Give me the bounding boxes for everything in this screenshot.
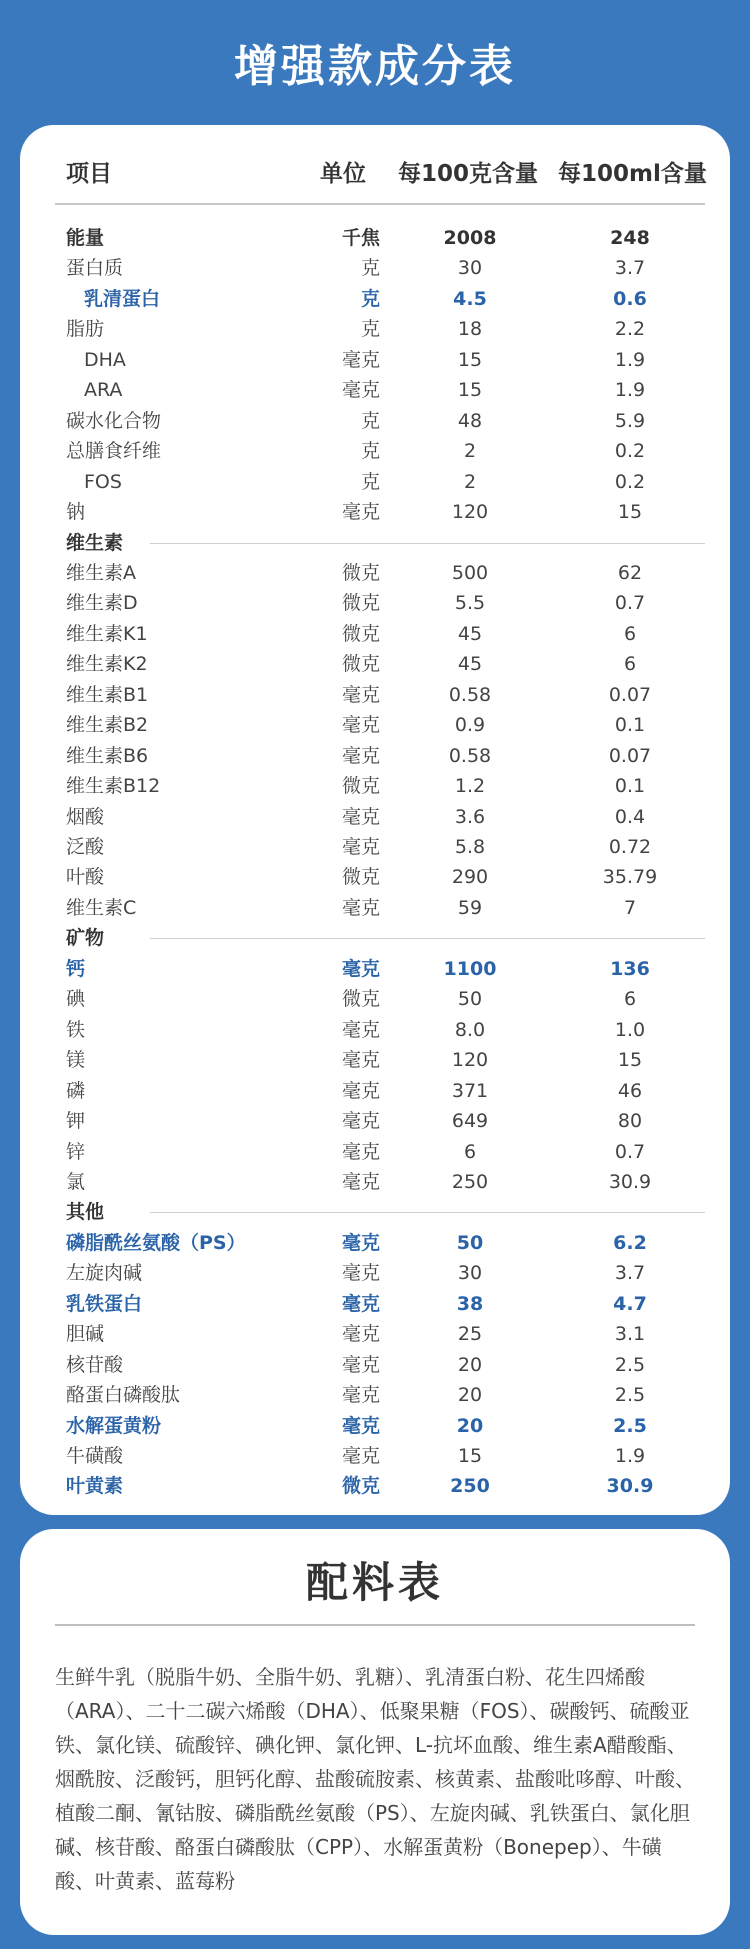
page-title: 增强款成分表 — [234, 41, 516, 92]
row-per100g: 15 — [457, 379, 483, 402]
row-name: 水解蛋黄粉 — [66, 1414, 162, 1437]
table-row — [0, 619, 750, 649]
table-row — [0, 893, 750, 923]
table-row — [0, 588, 750, 618]
table-row — [0, 1137, 750, 1167]
row-unit: 克 — [360, 287, 380, 310]
table-row — [0, 223, 750, 253]
row-per100g: 20 — [457, 1384, 483, 1407]
row-unit: 毫克 — [341, 744, 380, 767]
row-per100ml: 0.07 — [608, 744, 652, 767]
row-per100ml: 136 — [610, 957, 650, 980]
row-unit: 微克 — [341, 775, 380, 798]
row-name: FOS — [84, 470, 122, 493]
row-unit: 毫克 — [341, 1414, 380, 1437]
row-per100ml: 6.2 — [613, 1231, 647, 1254]
table-row — [0, 1289, 750, 1319]
row-per100g: 1100 — [443, 957, 497, 980]
row-per100g: 5.8 — [454, 836, 486, 858]
table-row — [0, 710, 750, 740]
ingredients-title: 配料表 — [305, 1558, 444, 1607]
row-name: 维生素C — [66, 896, 137, 919]
row-per100ml: 1.0 — [614, 1018, 646, 1041]
table-row — [0, 1015, 750, 1045]
row-name: 矿物 — [66, 927, 105, 950]
table-row — [0, 345, 750, 375]
row-unit: 毫克 — [341, 1384, 380, 1407]
row-unit: 毫克 — [341, 1170, 380, 1193]
row-per100ml: 6 — [623, 653, 637, 676]
row-name: 碘 — [66, 988, 86, 1011]
row-per100ml: 1.9 — [614, 348, 646, 371]
header-divider — [55, 203, 705, 205]
row-unit: 克 — [360, 318, 380, 341]
row-per100g: 2008 — [443, 227, 497, 249]
row-per100g: 649 — [451, 1110, 489, 1133]
ingredients-text: 生鲜牛乳（脱脂牛奶、全脂牛奶、乳糖）、乳清蛋白粉、花生四烯酸（ARA）、二十二碳六烯酸（DHA）、低聚果糖（FOS）、碳酸钙、硫酸亚铁、氯化镁、硫酸锌、碘化钾、氯化钾、L-抗坏血酸、维生素A醋酸酯、烟酰胺、泛酸钙，胆钙化醇、盐酸硫胺素、核黄素、盐酸吡哆醇、叶酸、植酸二酮、氰钴胺、磷脂酰丝氨酸（PS）、左旋肉碱、乳铁蛋白、氯化胆碱、核苷酸、酪蛋白磷酸肽（CPP）、水解蛋黄粉（Bonepep）、牛磺酸、叶黄素、蓝莓粉 — [55, 1665, 695, 1893]
table-row — [0, 1045, 750, 1075]
row-per100g: 45 — [457, 622, 483, 645]
table-row — [0, 802, 750, 832]
row-name: ARA — [84, 379, 123, 402]
section-header — [0, 923, 750, 953]
row-name: 脂肪 — [66, 318, 105, 341]
row-per100g: 59 — [457, 896, 483, 919]
table-row — [0, 558, 750, 588]
row-name: 蛋白质 — [66, 257, 124, 280]
row-unit: 毫克 — [341, 1049, 380, 1072]
header-per100ml: 每100ml含量 — [558, 161, 707, 187]
table-row — [0, 1167, 750, 1197]
row-unit: 毫克 — [341, 683, 380, 706]
table-row — [0, 1471, 750, 1501]
row-name: DHA — [84, 348, 126, 371]
table-row — [0, 771, 750, 801]
row-name: 锌 — [66, 1140, 86, 1163]
section-divider — [150, 938, 705, 939]
row-unit: 克 — [360, 409, 380, 432]
row-per100ml: 3.7 — [614, 257, 646, 280]
row-unit: 毫克 — [341, 1140, 380, 1163]
row-unit: 毫克 — [341, 957, 380, 980]
row-name: 氯 — [66, 1170, 86, 1193]
row-name: 磷 — [66, 1079, 86, 1102]
table-row — [0, 680, 750, 710]
row-per100g: 2 — [463, 440, 477, 463]
row-per100ml: 2.5 — [613, 1414, 647, 1437]
row-per100g: 15 — [457, 348, 483, 371]
row-per100ml: 46 — [617, 1079, 643, 1102]
row-per100g: 25 — [457, 1323, 483, 1346]
row-unit: 毫克 — [341, 379, 380, 402]
row-per100g: 250 — [450, 1475, 490, 1498]
row-per100ml: 0.2 — [614, 470, 646, 493]
row-name: 铁 — [66, 1018, 86, 1041]
row-per100g: 20 — [457, 1353, 483, 1376]
row-name: 维生素 — [66, 531, 124, 554]
row-per100ml: 248 — [610, 227, 650, 249]
row-per100ml: 0.72 — [608, 836, 652, 858]
table-row — [0, 649, 750, 679]
row-per100g: 30 — [457, 257, 483, 280]
row-name: 碳水化合物 — [66, 409, 162, 432]
row-per100ml: 2.2 — [614, 318, 646, 341]
row-name: 钙 — [66, 957, 86, 980]
row-per100g: 2 — [463, 470, 477, 493]
row-unit: 毫克 — [341, 1018, 380, 1041]
table-row — [0, 1228, 750, 1258]
row-per100ml: 6 — [623, 622, 637, 645]
table-row — [0, 497, 750, 527]
row-unit: 微克 — [341, 561, 380, 584]
row-unit: 微克 — [341, 653, 380, 676]
table-row — [0, 1380, 750, 1410]
row-per100g: 48 — [457, 409, 483, 432]
section-header — [0, 1197, 750, 1227]
row-unit: 微克 — [341, 988, 380, 1011]
row-unit: 微克 — [341, 1475, 380, 1498]
row-unit: 克 — [360, 257, 380, 280]
row-per100g: 15 — [457, 1445, 483, 1467]
row-per100ml: 5.9 — [614, 409, 646, 432]
row-name: 乳铁蛋白 — [66, 1292, 143, 1315]
table-row — [0, 314, 750, 344]
row-per100g: 50 — [456, 1231, 484, 1254]
row-unit: 毫克 — [341, 501, 380, 524]
row-name: 维生素B1 — [66, 683, 149, 706]
row-per100g: 0.9 — [454, 714, 486, 737]
row-name: 维生素K1 — [66, 622, 148, 645]
row-name: 维生素D — [66, 592, 138, 615]
row-per100g: 250 — [451, 1170, 489, 1193]
row-per100ml: 0.7 — [614, 1140, 646, 1163]
table-row — [0, 253, 750, 283]
table-row — [0, 954, 750, 984]
table-row — [0, 1441, 750, 1471]
table-row — [0, 1350, 750, 1380]
row-per100ml: 2.5 — [614, 1353, 646, 1376]
table-row — [0, 467, 750, 497]
row-name: 胆碱 — [66, 1323, 105, 1346]
row-per100g: 20 — [456, 1414, 484, 1437]
row-per100ml: 15 — [617, 501, 643, 524]
table-row — [0, 284, 750, 314]
row-per100ml: 80 — [617, 1110, 643, 1133]
row-per100ml: 1.9 — [614, 1445, 646, 1467]
row-per100g: 50 — [457, 988, 483, 1011]
header-unit: 单位 — [320, 161, 366, 187]
header-per100g: 每100克含量 — [398, 161, 539, 187]
row-per100g: 120 — [451, 1049, 489, 1072]
row-per100g: 3.6 — [454, 805, 486, 828]
row-per100ml: 0.1 — [614, 775, 646, 798]
table-row — [0, 375, 750, 405]
row-unit: 千焦 — [341, 227, 380, 249]
table-row — [0, 1411, 750, 1441]
row-per100ml: 15 — [617, 1049, 643, 1072]
row-name: 维生素A — [66, 561, 136, 584]
row-per100g: 120 — [451, 501, 489, 524]
row-per100ml: 0.6 — [613, 287, 647, 310]
row-unit: 微克 — [341, 592, 380, 615]
row-per100ml: 62 — [617, 561, 643, 584]
row-per100ml: 0.07 — [608, 683, 652, 706]
row-per100ml: 1.9 — [614, 379, 646, 402]
section-divider — [150, 1212, 705, 1213]
row-unit: 毫克 — [341, 1353, 380, 1376]
table-row — [0, 436, 750, 466]
row-name: 叶黄素 — [66, 1475, 124, 1498]
row-per100g: 18 — [457, 318, 483, 341]
row-per100g: 6 — [463, 1140, 477, 1163]
row-name: 维生素B2 — [66, 714, 149, 737]
section-divider — [150, 543, 705, 544]
row-name: 乳清蛋白 — [84, 287, 161, 310]
row-per100g: 38 — [456, 1292, 484, 1315]
row-name: 维生素K2 — [66, 653, 148, 676]
table-row — [0, 1106, 750, 1136]
row-name: 烟酸 — [66, 805, 105, 828]
row-name: 叶酸 — [66, 866, 105, 889]
row-name: 牛磺酸 — [66, 1445, 124, 1467]
row-unit: 毫克 — [341, 714, 380, 737]
row-per100ml: 4.7 — [613, 1292, 647, 1315]
row-unit: 克 — [360, 440, 380, 463]
row-per100ml: 0.1 — [614, 714, 646, 737]
row-name: 泛酸 — [66, 836, 105, 858]
row-per100ml: 3.7 — [614, 1262, 646, 1285]
row-unit: 毫克 — [341, 1262, 380, 1285]
row-name: 能量 — [66, 227, 105, 249]
row-unit: 毫克 — [341, 805, 380, 828]
row-per100g: 371 — [451, 1079, 489, 1102]
row-name: 其他 — [66, 1201, 105, 1224]
row-name: 总膳食纤维 — [66, 440, 162, 463]
row-unit: 毫克 — [341, 1231, 380, 1254]
row-per100ml: 0.2 — [614, 440, 646, 463]
row-per100ml: 30.9 — [608, 1170, 652, 1193]
row-per100g: 30 — [457, 1262, 483, 1285]
table-row — [0, 406, 750, 436]
row-unit: 微克 — [341, 622, 380, 645]
row-unit: 毫克 — [341, 1079, 380, 1102]
row-per100ml: 6 — [623, 988, 637, 1011]
row-per100g: 8.0 — [454, 1018, 486, 1041]
header-item: 项目 — [66, 161, 112, 187]
row-unit: 微克 — [341, 866, 380, 889]
row-unit: 克 — [360, 470, 380, 493]
row-per100ml: 3.1 — [614, 1323, 646, 1346]
row-unit: 毫克 — [341, 1110, 380, 1133]
row-name: 维生素B6 — [66, 744, 149, 767]
row-unit: 毫克 — [341, 1323, 380, 1346]
section-header — [0, 528, 750, 558]
table-row — [0, 832, 750, 862]
table-row — [0, 741, 750, 771]
row-name: 镁 — [66, 1049, 86, 1072]
table-row — [0, 1076, 750, 1106]
row-per100ml: 2.5 — [614, 1384, 646, 1407]
ingredients-divider — [55, 1624, 695, 1626]
table-row — [0, 862, 750, 892]
row-per100g: 1.2 — [454, 775, 486, 798]
row-name: 钠 — [66, 501, 86, 524]
row-per100g: 0.58 — [448, 744, 492, 767]
row-per100ml: 0.4 — [614, 805, 646, 828]
row-unit: 毫克 — [341, 896, 380, 919]
row-per100ml: 35.79 — [602, 866, 658, 889]
row-unit: 毫克 — [341, 1292, 380, 1315]
row-name: 核苷酸 — [66, 1353, 124, 1376]
row-name: 磷脂酰丝氨酸（PS） — [66, 1231, 246, 1254]
row-name: 酪蛋白磷酸肽 — [66, 1384, 181, 1407]
row-per100g: 4.5 — [453, 287, 487, 310]
row-per100ml: 0.7 — [614, 592, 646, 615]
row-per100g: 0.58 — [448, 683, 492, 706]
row-per100ml: 30.9 — [606, 1475, 654, 1498]
row-unit: 毫克 — [341, 836, 380, 858]
row-unit: 毫克 — [341, 1445, 380, 1467]
table-row — [0, 984, 750, 1014]
table-row — [0, 1319, 750, 1349]
row-per100g: 500 — [451, 561, 489, 584]
row-name: 左旋肉碱 — [66, 1262, 143, 1285]
row-unit: 毫克 — [341, 348, 380, 371]
row-per100g: 290 — [451, 866, 489, 889]
table-row — [0, 1258, 750, 1288]
row-per100g: 45 — [457, 653, 483, 676]
row-name: 维生素B12 — [66, 775, 161, 798]
row-per100ml: 7 — [623, 896, 637, 919]
row-per100g: 5.5 — [454, 592, 486, 615]
row-name: 钾 — [66, 1110, 86, 1133]
